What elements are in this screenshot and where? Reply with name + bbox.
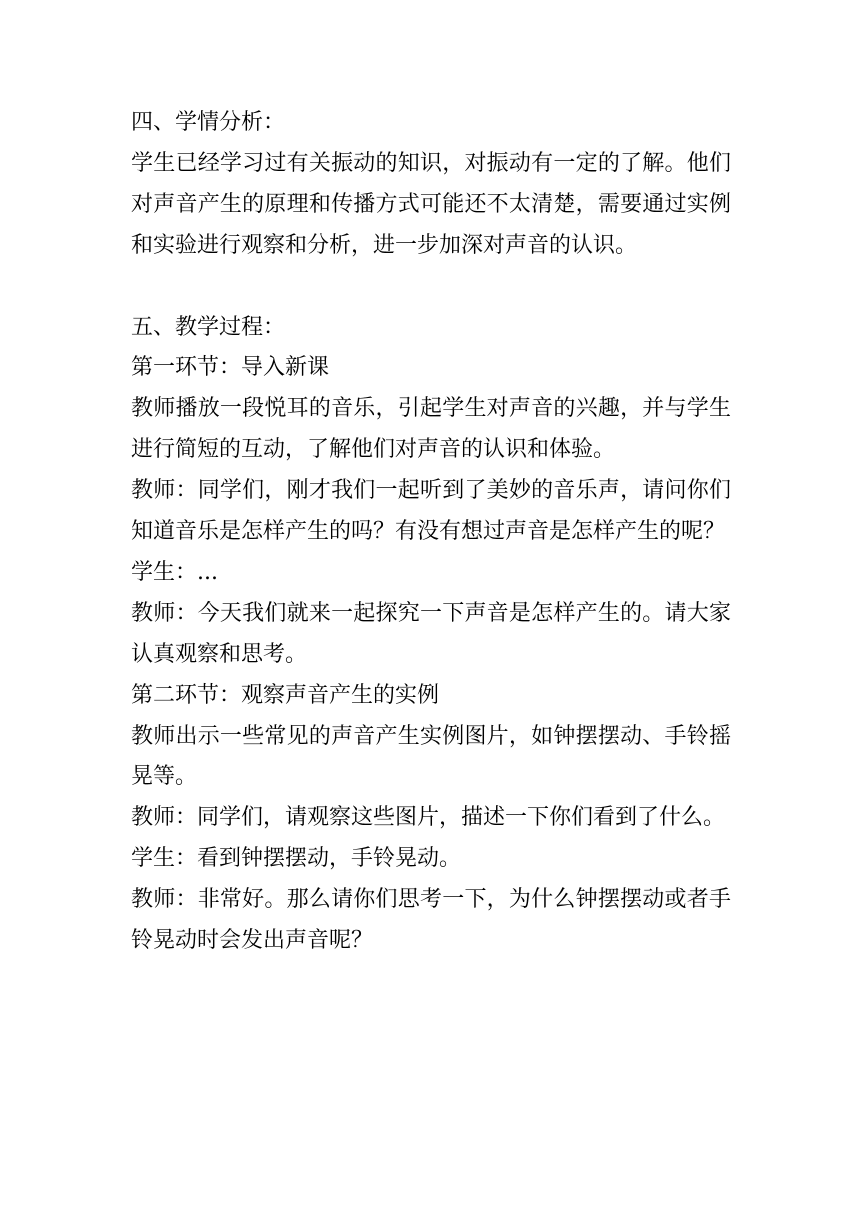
- stage-one-title: 第一环节：导入新课: [131, 355, 330, 381]
- student-analysis-paragraph: 学生已经学习过有关振动的知识，对振动有一定的了解。他们对声音产生的原理和传播方式可能还不太清楚，需要通过实例和实验进行观察和分析，进一步加深对声音的认识。: [131, 150, 731, 258]
- section-heading-teaching-process: 五、教学过程：: [131, 314, 286, 340]
- section-heading-student-analysis: 四、学情分析：: [131, 110, 286, 135]
- stage-two-description: 教师出示一些常见的声音产生实例图片，如钟摆摆动、手铃摇晃等。: [131, 723, 731, 790]
- student-dialogue-2: 学生：看到钟摆摆动，手铃晃动。: [131, 846, 462, 872]
- section-spacer: [131, 267, 731, 308]
- document-body: [131, 103, 731, 962]
- teacher-dialogue-4: 教师：非常好。那么请你们思考一下，为什么钟摆摆动或者手铃晃动时会发出声音呢？: [131, 887, 731, 954]
- stage-one-description: 教师播放一段悦耳的音乐，引起学生对声音的兴趣，并与学生进行简短的互动，了解他们对声音的认识和体验。: [131, 396, 731, 463]
- teacher-dialogue-2: 教师：今天我们就来一起探究一下声音是怎样产生的。请大家认真观察和思考。: [131, 600, 731, 667]
- student-dialogue-1: 学生：...: [131, 559, 218, 585]
- teacher-dialogue-1: 教师：同学们，刚才我们一起听到了美妙的音乐声，请问你们知道音乐是怎样产生的吗？有没有想过声音是怎样产生的呢？: [131, 478, 731, 545]
- teacher-dialogue-3: 教师：同学们，请观察这些图片，描述一下你们看到了什么。: [131, 805, 726, 831]
- stage-two-title: 第二环节：观察声音产生的实例: [131, 682, 440, 708]
